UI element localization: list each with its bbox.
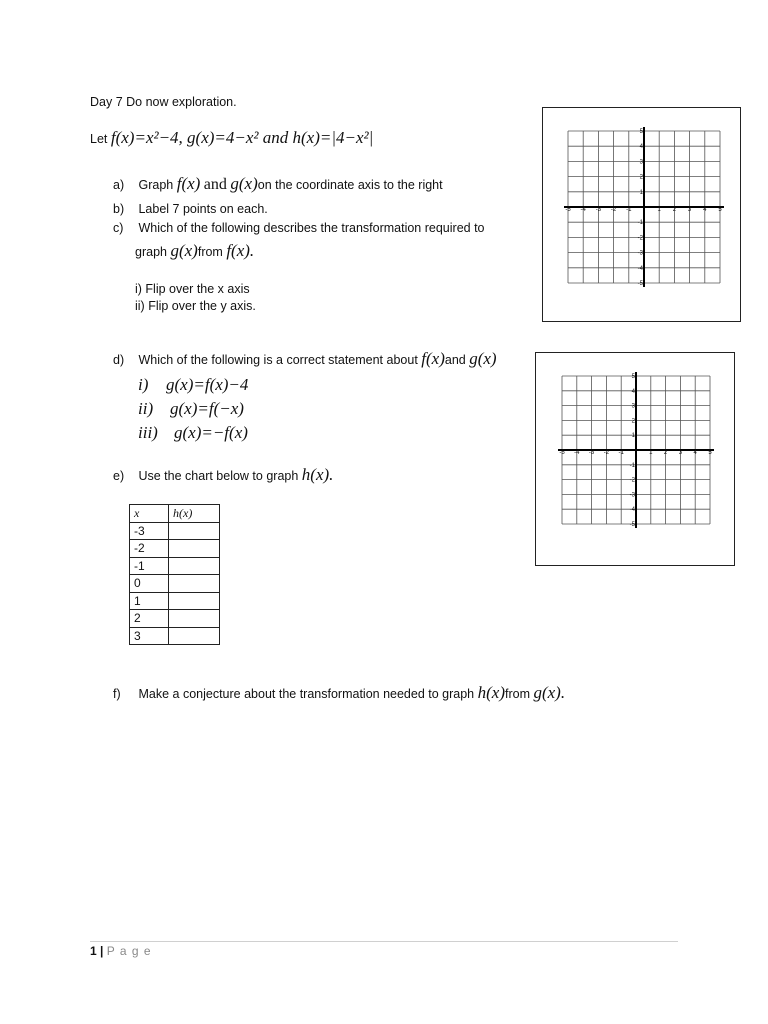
y-tick-label: 3	[631, 403, 635, 410]
coordinate-grid-2	[535, 352, 735, 566]
y-tick-label: -5	[637, 281, 643, 287]
y-tick-label: 2	[639, 174, 643, 181]
x-tick-label: 1	[657, 207, 661, 213]
item-d-f: f(x)	[421, 349, 445, 368]
item-f: f) Make a conjecture about the transformation needed to graph h(x)from g(x).	[113, 683, 566, 702]
table-cell-x: -1	[130, 557, 169, 575]
table-row	[130, 575, 220, 593]
coordinate-grid-1-svg	[543, 108, 740, 321]
table-row	[130, 627, 220, 645]
y-tick-label: -4	[637, 265, 643, 272]
item-d	[113, 349, 497, 369]
y-tick-label: 5	[631, 374, 635, 380]
let-label: Let	[90, 132, 108, 146]
x-tick-label: -2	[610, 207, 617, 213]
hx-table	[129, 504, 220, 645]
item-a-post: on the coordinate axis to the right	[257, 178, 443, 192]
item-a-label: a)	[113, 178, 125, 192]
table-cell-hx[interactable]	[169, 592, 220, 610]
x-tick-label: 3	[678, 450, 683, 456]
y-tick-label: 4	[639, 144, 643, 151]
item-c-option-2: ii) Flip over the y axis.	[135, 299, 256, 313]
table-cell-x: 2	[130, 610, 169, 628]
table-cell-hx[interactable]	[169, 540, 220, 558]
x-tick-label: -3	[588, 450, 595, 456]
y-tick-label: -3	[637, 250, 643, 257]
item-c-option-1: i) Flip over the x axis	[135, 282, 250, 296]
item-f-text: Make a conjecture about the transformation needed to graph	[138, 687, 475, 701]
table-row	[130, 610, 220, 628]
x-tick-label: -1	[618, 450, 624, 456]
coordinate-grid-2-svg	[536, 353, 734, 565]
coordinate-grid-1	[542, 107, 741, 322]
item-f-from: from	[504, 687, 530, 701]
y-tick-label: 5	[639, 129, 643, 135]
item-c-f: f(x)	[226, 241, 250, 260]
table-row	[130, 557, 220, 575]
function-definitions	[90, 128, 373, 148]
y-tick-label: -1	[629, 462, 635, 469]
page-word: P a g e	[106, 944, 152, 958]
x-tick-label: -4	[580, 207, 586, 213]
item-b	[113, 202, 268, 216]
item-c-text: Which of the following describes the transformation required to	[138, 221, 485, 235]
page-number: 1	[90, 944, 97, 958]
table-header-row	[130, 505, 220, 523]
item-b-text: Label 7 points on each.	[138, 202, 268, 216]
x-tick-label: 4	[693, 450, 697, 456]
x-tick-label: -3	[595, 207, 602, 213]
table-cell-hx[interactable]	[169, 557, 220, 575]
x-tick-label: -2	[603, 450, 610, 456]
table-cell-x: 0	[130, 575, 169, 593]
x-tick-label: -4	[574, 450, 580, 456]
item-f-label: f)	[113, 687, 121, 701]
table-cell-hx[interactable]	[169, 610, 220, 628]
item-e-label: e)	[113, 469, 125, 483]
item-d-option-1: i) g(x)=f(x)−4	[138, 375, 249, 394]
table-cell-hx[interactable]	[169, 575, 220, 593]
item-a-f: f(x)	[176, 174, 201, 193]
item-c-graph: graph	[135, 245, 167, 259]
table-cell-x: -2	[130, 540, 169, 558]
x-tick-label: -5	[565, 207, 571, 213]
x-tick-label: 5	[718, 207, 722, 213]
x-tick-label: 2	[663, 450, 668, 456]
item-b-label: b)	[113, 202, 125, 216]
page-footer	[90, 944, 152, 958]
item-d-label: d)	[113, 353, 125, 367]
item-c-from: from	[197, 245, 223, 259]
table-cell-hx[interactable]	[169, 627, 220, 645]
table-row	[130, 540, 220, 558]
y-tick-label: -4	[629, 507, 635, 514]
item-c-label: c)	[113, 221, 124, 235]
y-tick-label: 1	[639, 189, 643, 196]
y-tick-label: 2	[631, 418, 635, 425]
item-c-g: g(x)	[170, 241, 198, 260]
page-title: Day 7 Do now exploration.	[90, 95, 237, 109]
y-tick-label: -1	[637, 220, 643, 227]
item-d-text: Which of the following is a correct statement about	[138, 353, 418, 367]
x-tick-label: 3	[687, 207, 692, 213]
table-cell-x: 1	[130, 592, 169, 610]
x-tick-label: 4	[703, 207, 707, 213]
item-c	[113, 221, 485, 235]
y-tick-label: -2	[629, 477, 635, 484]
item-e-h: h(x)	[301, 465, 330, 484]
page-separator: |	[100, 944, 104, 958]
y-tick-label: 1	[631, 433, 635, 440]
item-a-g: g(x)	[230, 174, 258, 193]
y-tick-label: 4	[631, 388, 635, 395]
item-a-graph: Graph	[138, 178, 174, 192]
table-cell-hx[interactable]	[169, 522, 220, 540]
item-a	[113, 174, 443, 194]
item-d-options	[138, 373, 248, 445]
table-header-x: x	[130, 505, 169, 523]
table-header-hx: h(x)	[169, 505, 220, 523]
item-d-option-3: iii) g(x)=−f(x)	[138, 423, 248, 442]
table-cell-x: -3	[130, 522, 169, 540]
item-a-and: and	[203, 176, 227, 193]
item-c-options	[135, 281, 256, 315]
footer-divider	[90, 941, 678, 942]
item-e-text: Use the chart below to graph	[138, 469, 299, 483]
table-row	[130, 522, 220, 540]
x-tick-label: 5	[708, 450, 712, 456]
table-row	[130, 592, 220, 610]
x-tick-label: 2	[672, 207, 677, 213]
item-e: e) Use the chart below to graph h(x).	[113, 465, 334, 484]
item-d-g: g(x)	[469, 349, 497, 368]
y-tick-label: -2	[637, 235, 643, 242]
y-tick-label: -5	[629, 522, 635, 528]
table-cell-x: 3	[130, 627, 169, 645]
functions-expression: f(x)=x²−4, g(x)=4−x² and h(x)=|4−x²|	[110, 128, 374, 147]
item-f-h: h(x)	[477, 683, 505, 702]
item-d-and: and	[444, 353, 466, 367]
y-tick-label: 3	[639, 159, 643, 166]
x-tick-label: -1	[626, 207, 632, 213]
x-tick-label: -5	[559, 450, 565, 456]
x-tick-label: 1	[649, 450, 653, 456]
item-d-option-2: ii) g(x)=f(−x)	[138, 399, 244, 418]
y-tick-label: -3	[629, 492, 635, 499]
item-c-line2: graph g(x)from f(x).	[135, 241, 255, 260]
item-f-g: g(x)	[533, 683, 561, 702]
